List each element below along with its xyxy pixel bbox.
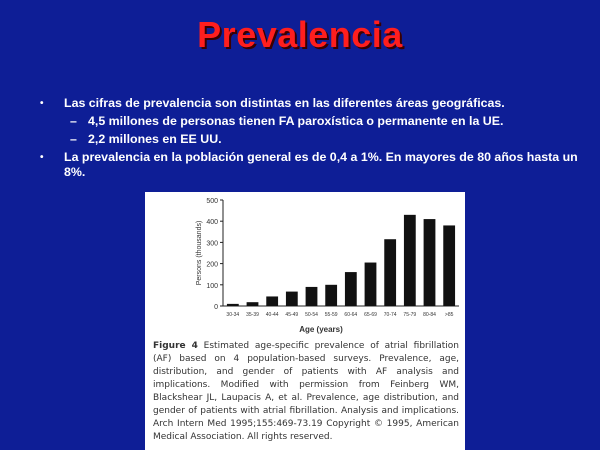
figure-caption [153, 340, 459, 444]
y-tick-label: 200 [206, 261, 218, 269]
x-tick-label: 30-34 [226, 312, 240, 318]
sub-bullet-marker: – [70, 114, 77, 128]
sub-bullet-text: 2,2 millones en EE UU. [88, 132, 222, 146]
bar [227, 304, 239, 306]
x-tick-label: 45-49 [285, 312, 299, 318]
sub-bullet-item [40, 132, 585, 147]
bar [286, 292, 298, 306]
x-tick-label: 65-69 [364, 312, 377, 318]
x-tick-label: 70-74 [383, 312, 397, 318]
x-axis-label: Age (years) [299, 325, 343, 334]
y-tick-label: 0 [214, 304, 218, 311]
bullet-list [40, 96, 585, 183]
y-tick-label: 300 [206, 240, 218, 248]
figure-caption-label: Figure 4 [153, 341, 198, 351]
figure-image [145, 192, 465, 450]
bar [424, 219, 436, 306]
bar [325, 285, 337, 306]
sub-bullet-text: 4,5 millones de personas tienen FA paroxística o permanente en la UE. [88, 114, 504, 128]
x-tick-label: >85 [444, 312, 454, 318]
x-tick-label: 35-39 [246, 312, 259, 318]
x-tick-label: 55-59 [324, 312, 338, 318]
figure-caption-text: Estimated age-specific prevalence of atrial fibrillation (AF) based on 4 population-based surveys. Prevalence, age, distribution, and gender of patients with AF analysis and implications. Modified with permission from Feinberg WM, Blackshear JL, Laupacis A, et al. Prevalence, age distribution, and gender of patients with atrial fibrillation. Analysis and implications. Arch Intern Med 1995;155:469-73.19 Copyright © 1995, American Medical Association. All rights reserved. [153, 341, 459, 442]
y-tick-label: 500 [206, 198, 218, 205]
bullet-text: La prevalencia en la población general es de 0,4 a 1%. En mayores de 80 años hasta un 8%. [64, 150, 578, 179]
x-tick-label: 75-79 [403, 312, 417, 318]
bullet-marker: • [40, 98, 44, 109]
bar [404, 215, 416, 306]
x-tick-label: 80-84 [423, 312, 436, 318]
x-tick-label: 60-64 [344, 312, 358, 318]
bar [443, 225, 455, 306]
x-tick-label: 40-44 [265, 312, 279, 318]
x-tick-label: 50-54 [305, 312, 318, 318]
bullet-marker: • [40, 152, 44, 163]
bar [266, 296, 278, 306]
sub-bullet-marker: – [70, 132, 77, 146]
bar [306, 287, 318, 306]
bullet-text: Las cifras de prevalencia son distintas en las diferentes áreas geográficas. [64, 96, 505, 110]
bar [345, 272, 357, 306]
y-axis-label: Persons (thousands) [196, 220, 203, 286]
bar-chart [145, 192, 465, 340]
bar [384, 239, 396, 306]
bullet-item [40, 96, 585, 111]
slide-title: Prevalencia [197, 14, 403, 55]
bar [247, 302, 259, 306]
y-tick-label: 100 [206, 282, 218, 290]
bullet-item [40, 150, 585, 180]
bar [365, 263, 377, 306]
sub-bullet-item [40, 114, 585, 129]
y-tick-label: 400 [206, 219, 218, 227]
